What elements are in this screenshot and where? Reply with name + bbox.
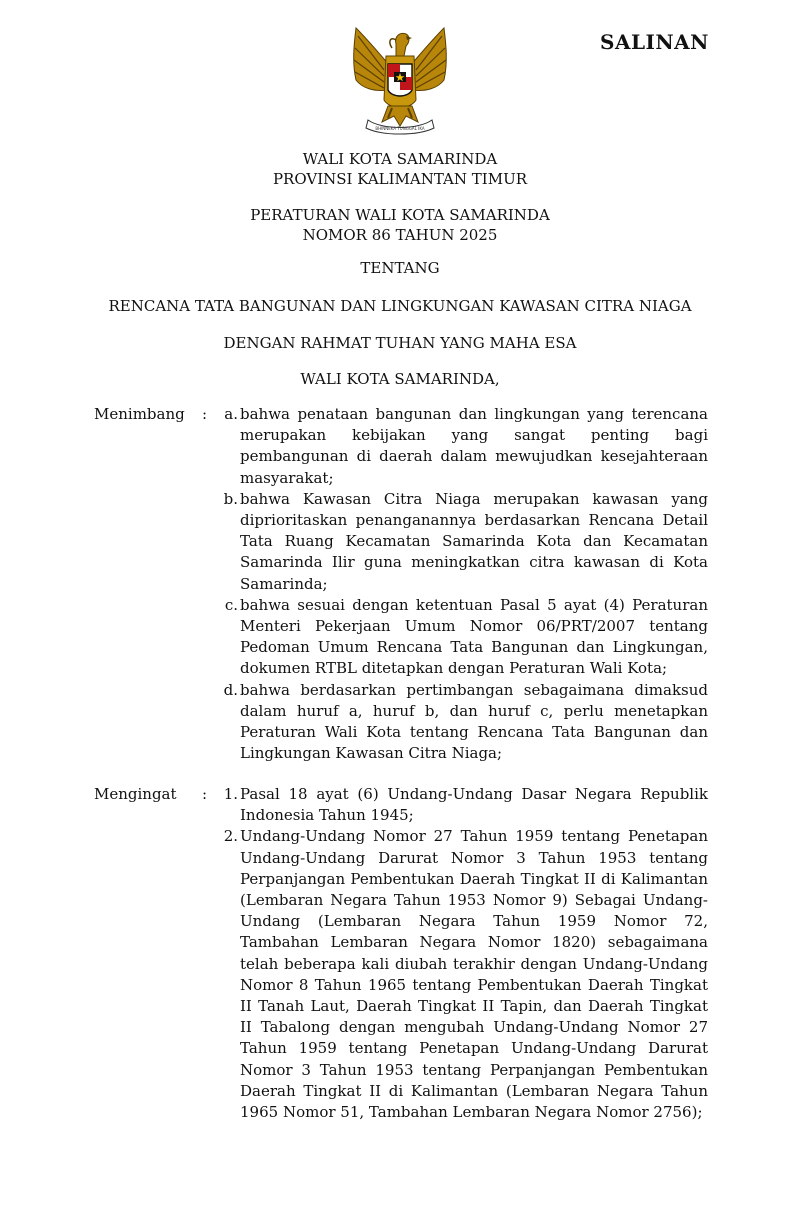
list-item (218, 404, 708, 489)
regulation-title-block (0, 205, 800, 245)
issuer-line-1: WALI KOTA SAMARINDA (302, 150, 498, 168)
list-item (218, 680, 708, 765)
item-text: bahwa penataan bangunan dan lingkungan yang terencana merupakan kebijakan yang sangat penting bagi pembangunan di daerah dalam mewujudkan kesejahteraan masyarakat; (240, 405, 708, 487)
list-item (218, 489, 708, 595)
item-marker: d. (223, 680, 238, 699)
about-heading: TENTANG (360, 259, 440, 277)
item-marker: b. (223, 489, 238, 508)
list-item (218, 826, 708, 1123)
issuer-header (0, 149, 800, 189)
menimbang-list (218, 404, 708, 764)
menimbang-colon: : (202, 405, 208, 423)
item-marker: c. (224, 595, 238, 614)
list-item (218, 784, 708, 826)
motto-text: BHINNEKA TUNGGAL IKA (375, 126, 425, 131)
issuer-line-2: PROVINSI KALIMANTAN TIMUR (272, 170, 528, 188)
list-item (218, 595, 708, 680)
signatory-line: WALI KOTA SAMARINDA, (300, 370, 500, 388)
menimbang-label: Menimbang (94, 405, 185, 423)
item-text: bahwa Kawasan Citra Niaga merupakan kawasan yang diprioritaskan penanganannya berdasarkan Rencana Detail Tata Ruang Kecamatan Samarinda Kota dan Kecamatan Samarinda Ilir guna meningkatkan citra kawasan di Kota Samarinda; (240, 489, 708, 593)
regulation-subject: RENCANA TATA BANGUNAN DAN LINGKUNGAN KAWASAN CITRA NIAGA (108, 297, 692, 315)
mengingat-colon: : (202, 785, 208, 803)
item-marker: 1. (223, 785, 238, 803)
mengingat-list (218, 784, 708, 1123)
regulation-number: NOMOR 86 TAHUN 2025 (302, 226, 498, 244)
item-marker: a. (224, 405, 238, 423)
item-text: bahwa sesuai dengan ketentuan Pasal 5 ayat (4) Peraturan Menteri Pekerjaan Umum Nomor 06/PRT/2007 tentang Pedoman Umum Rencana Tata Bangunan dan Lingkungan, dokumen RTBL ditetapkan dengan Peraturan Wali Kota; (240, 595, 708, 678)
blessing-line: DENGAN RAHMAT TUHAN YANG MAHA ESA (223, 334, 577, 352)
garuda-pancasila-emblem-icon (338, 22, 462, 140)
item-text: Undang-Undang Nomor 27 Tahun 1959 tentang Penetapan Undang-Undang Darurat Nomor 3 Tahun 1953 tentang Perpanjangan Pembentukan Daerah Tingkat II di Kalimantan (Lembaran Negara Tahun 1953 Nomor 9) Sebagai Undang-Undang (Lembaran Negara Tahun 1959 Nomor 72, Tambahan Lembaran Negara Nomor 1820) sebagaimana telah beberapa kali diubah terakhir dengan Undang-Undang Nomor 8 Tahun 1965 tentang Pembentukan Daerah Tingkat II Tanah Laut, Daerah Tingkat II Tapin, dan Daerah Tingkat II Tabalong dengan mengubah Undang-Undang Nomor 27 Tahun 1959 tentang Penetapan Undang-Undang Darurat Nomor 3 Tahun 1953 tentang Perpanjangan Pembentukan Daerah Tingkat II di Kalimantan (Lembaran Negara Tahun 1965 Nomor 51, Tambahan Lembaran Negara Nomor 2756); (240, 827, 708, 1122)
item-text: bahwa berdasarkan pertimbangan sebagaimana dimaksud dalam huruf a, huruf b, dan huruf c, perlu menetapkan Peraturan Wali Kota tentang Rencana Tata Bangunan dan Lingkungan Kawasan Citra Niaga; (240, 680, 708, 763)
regulation-title: PERATURAN WALI KOTA SAMARINDA (250, 206, 550, 224)
salinan-stamp: SALINAN (600, 30, 709, 54)
item-marker: 2. (223, 827, 238, 846)
item-text: Pasal 18 ayat (6) Undang-Undang Dasar Negara Republik Indonesia Tahun 1945; (240, 785, 708, 825)
mengingat-label: Mengingat (94, 785, 177, 803)
